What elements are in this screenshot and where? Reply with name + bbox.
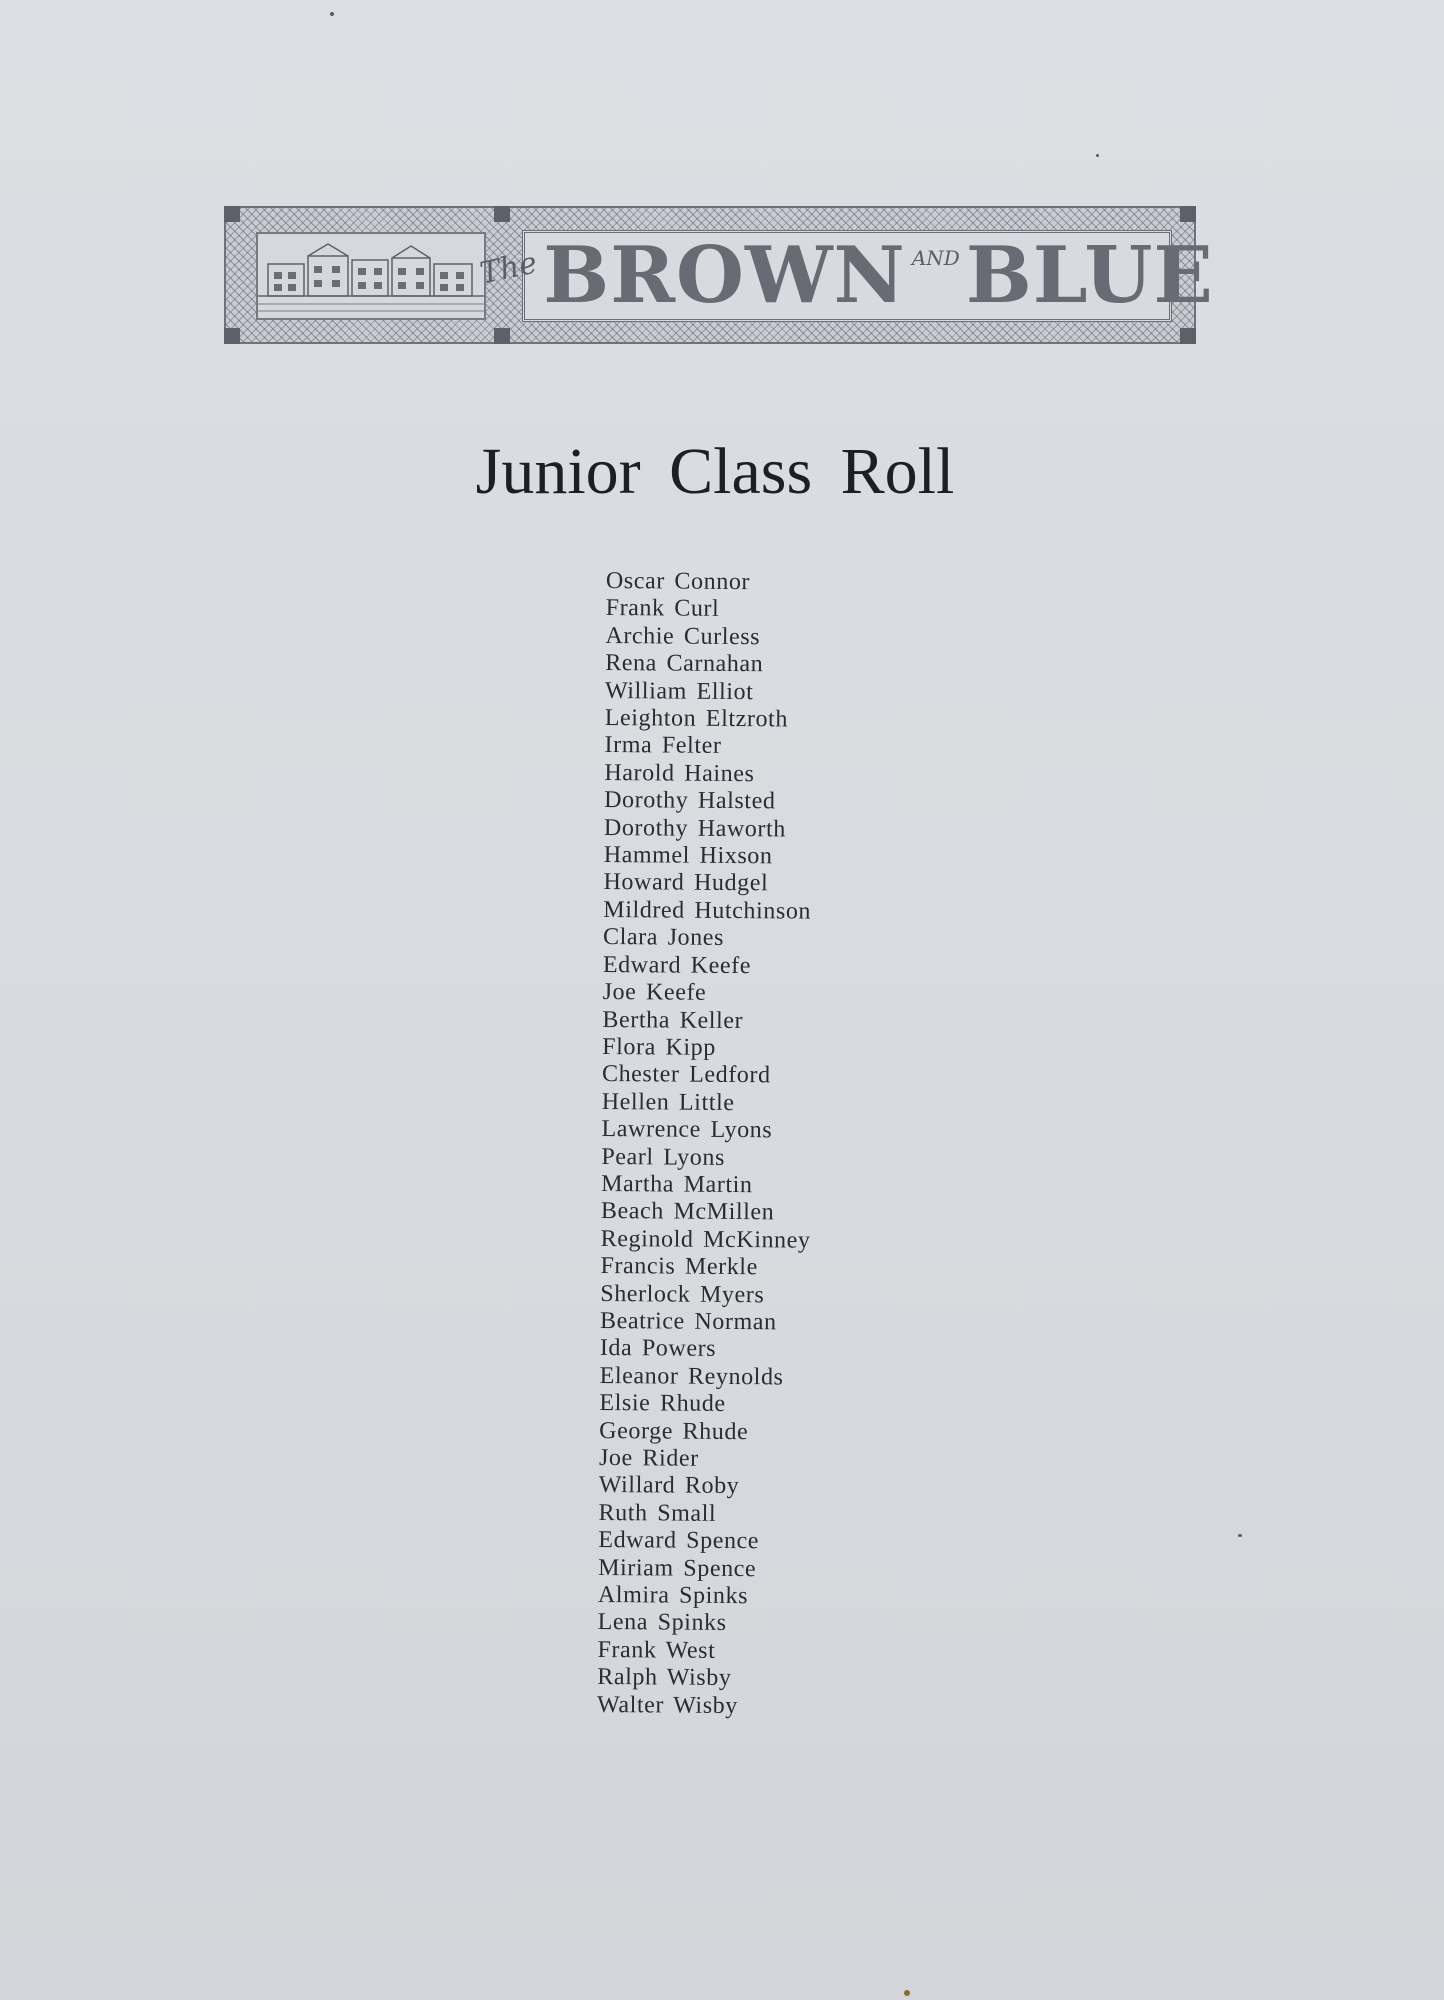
- roll-name: Rena Carnahan: [605, 650, 764, 678]
- roll-name: Edward Spence: [598, 1527, 760, 1555]
- school-building-illustration: [256, 232, 486, 320]
- roll-name: Francis Merkle: [600, 1253, 758, 1281]
- paper-speck: [330, 12, 334, 16]
- roll-name: Chester Ledford: [601, 1061, 771, 1089]
- paper-speck: [1238, 1534, 1242, 1537]
- roll-name: Oscar Connor: [605, 568, 751, 596]
- roll-name: Miriam Spence: [598, 1554, 757, 1582]
- roll-name: Mildred Hutchinson: [603, 896, 812, 925]
- roll-name: Willard Roby: [598, 1472, 740, 1500]
- roll-name: Edward Keefe: [602, 951, 752, 979]
- banner-corner-ornament: [494, 328, 510, 344]
- masthead-blue: BLUE: [965, 230, 1214, 321]
- roll-name: Reginold McKinney: [600, 1225, 811, 1254]
- building-drawing-icon: [258, 234, 484, 318]
- roll-name: Walter Wisby: [596, 1691, 739, 1719]
- banner-corner-ornament: [224, 206, 240, 222]
- roll-name: Eleanor Reynolds: [599, 1362, 784, 1391]
- roll-name: Frank West: [597, 1636, 716, 1664]
- class-roll-list: [597, 568, 1006, 1722]
- banner-corner-ornament: [224, 328, 240, 344]
- roll-name: Flora Kipp: [602, 1033, 717, 1061]
- roll-name: Clara Jones: [602, 924, 725, 952]
- masthead-title: [477, 230, 1214, 322]
- masthead-banner: [224, 206, 1214, 344]
- page-title: Junior Class Roll: [475, 435, 955, 508]
- roll-name: Hammel Hixson: [603, 842, 773, 870]
- roll-name: Dorothy Haworth: [603, 814, 787, 843]
- roll-name: Hellen Little: [601, 1088, 735, 1116]
- roll-name: Joe Keefe: [602, 979, 707, 1006]
- paper-speck: [904, 1990, 910, 1996]
- masthead-brown: BROWN: [543, 230, 906, 321]
- roll-name: Martha Martin: [601, 1170, 753, 1199]
- roll-name: Howard Hudgel: [603, 869, 769, 897]
- paper-speck: [1096, 154, 1099, 157]
- roll-name: Pearl Lyons: [601, 1143, 726, 1171]
- roll-name: Dorothy Halsted: [604, 787, 776, 815]
- roll-name: Archie Curless: [605, 622, 761, 651]
- roll-name: Beach McMillen: [600, 1198, 775, 1226]
- roll-name: Ida Powers: [599, 1335, 717, 1363]
- masthead-and: AND: [911, 246, 960, 270]
- roll-name: Almira Spinks: [597, 1582, 749, 1610]
- masthead-the: The: [477, 244, 541, 292]
- roll-name: Lena Spinks: [597, 1609, 727, 1637]
- roll-name: George Rhude: [599, 1417, 749, 1445]
- roll-name: Ralph Wisby: [597, 1664, 732, 1692]
- banner-corner-ornament: [1180, 206, 1196, 222]
- banner-corner-ornament: [1180, 328, 1196, 344]
- roll-name: Ruth Small: [598, 1499, 717, 1527]
- roll-name: Elsie Rhude: [599, 1390, 726, 1418]
- roll-name: Bertha Keller: [602, 1006, 744, 1034]
- roll-name: Beatrice Norman: [599, 1307, 777, 1336]
- roll-name: Irma Felter: [604, 732, 722, 760]
- roll-name: William Elliot: [604, 677, 754, 705]
- roll-name: Frank Curl: [605, 595, 720, 623]
- roll-name: Joe Rider: [598, 1444, 699, 1472]
- roll-name: Lawrence Lyons: [601, 1116, 773, 1144]
- banner-corner-ornament: [494, 206, 510, 222]
- roll-name: Sherlock Myers: [600, 1280, 765, 1308]
- roll-name: Harold Haines: [604, 759, 755, 788]
- roll-name: Leighton Eltzroth: [604, 705, 789, 733]
